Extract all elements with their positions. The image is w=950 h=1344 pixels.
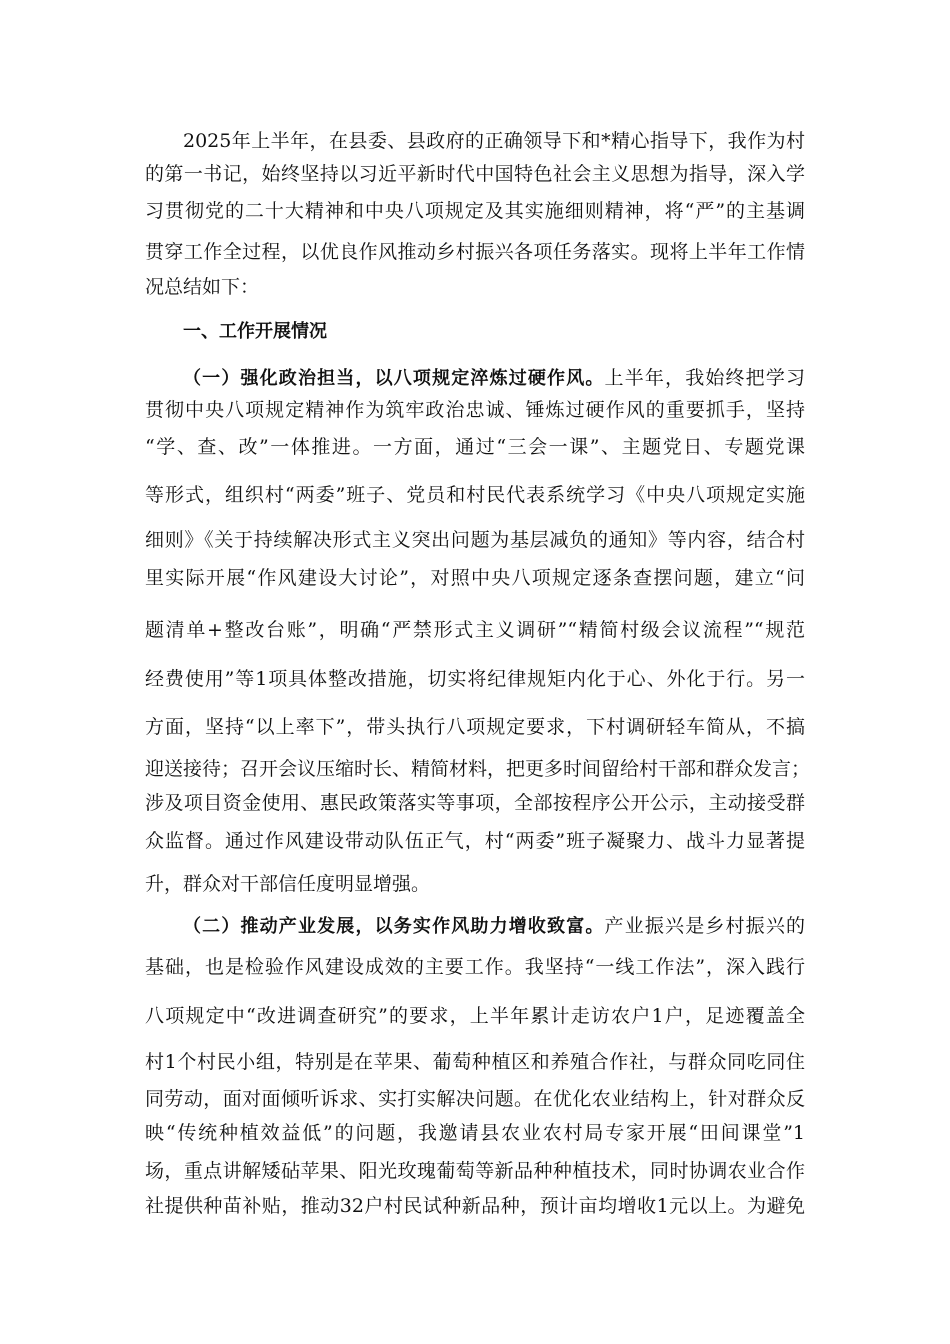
part1-first-line: [183, 366, 805, 391]
intro-line-3: 习贯彻党的二十大精神和中央八项规定及其实施细则精神，将“严”的主基调: [145, 200, 805, 222]
part1-line-4: 等形式，组织村“两委”班子、党员和村民代表系统学习《中央八项规定实施: [145, 484, 805, 506]
part1-line-11: 涉及项目资金使用、惠民政策落实等事项，全部按程序公开公示，主动接受群: [145, 792, 805, 814]
part2-line-5: 同劳动，面对面倾听诉求、实打实解决问题。在优化农业结构上，针对群众反: [145, 1088, 805, 1110]
part1-line-9: 方面，坚持“以上率下”，带头执行八项规定要求，下村调研轻车简从，不搞: [145, 716, 805, 738]
section-heading: 一、工作开展情况: [183, 321, 327, 342]
intro-line-2: 的第一书记，始终坚持以习近平新时代中国特色社会主义思想为指导，深入学: [145, 163, 805, 185]
part1-line-8: 经费使用”等1项具体整改措施，切实将纪律规矩内化于心、外化于行。另一: [145, 668, 805, 690]
part2-line-7: 场，重点讲解矮砧苹果、阳光玫瑰葡萄等新品种种植技术，同时协调农业合作: [145, 1160, 805, 1182]
part1-line-6: 里实际开展“作风建设大讨论”，对照中央八项规定逐条查摆问题，建立“问: [145, 567, 805, 589]
intro-line-1: 2025年上半年，在县委、县政府的正确领导下和*精心指导下，我作为村: [183, 130, 805, 152]
part2-line-2: 基础，也是检验作风建设成效的主要工作。我坚持“一线工作法”，深入践行: [145, 956, 805, 978]
part1-line-5: 细则》《关于持续解决形式主义突出问题为基层减负的通知》等内容，结合村: [145, 529, 805, 551]
part2-first-line-rest: 产业振兴是乡村振兴的: [604, 915, 805, 937]
part2-first-line: [183, 914, 805, 939]
part2-line-8: 社提供种苗补贴，推动32户村民试种新品种，预计亩均增收1元以上。为避免: [145, 1195, 805, 1217]
part1-line-3: “学、查、改”一体推进。一方面，通过“三会一课”、主题党日、专题党课: [145, 436, 805, 458]
part2-line-4: 村1个村民小组，特别是在苹果、葡萄种植区和养殖合作社，与群众同吃同住: [145, 1051, 805, 1073]
part1-title: （一）强化政治担当，以八项规定淬炼过硬作风。: [183, 368, 605, 389]
part2-title: （二）推动产业发展，以务实作风助力增收致富。: [183, 916, 605, 937]
part2-line-3: 八项规定中“改进调查研究”的要求，上半年累计走访农户1户，足迹覆盖全: [145, 1005, 805, 1027]
intro-line-5: 况总结如下：: [145, 276, 260, 298]
part2-line-6: 映“传统种植效益低”的问题，我邀请县农业农村局专家开展“田间课堂”1: [145, 1122, 805, 1144]
part1-first-line-rest: 上半年，我始终把学习: [604, 367, 805, 389]
part1-line-12: 众监督。通过作风建设带动队伍正气，村“两委”班子凝聚力、战斗力显著提: [145, 830, 805, 852]
part1-line-13: 升，群众对干部信任度明显增强。: [145, 873, 431, 895]
intro-line-4: 贯穿工作全过程，以优良作风推动乡村振兴各项任务落实。现将上半年工作情: [145, 241, 805, 263]
part1-line-7: 题清单+整改台账”，明确“严禁形式主义调研”“精简村级会议流程”“规范: [145, 619, 805, 641]
part1-line-2: 贯彻中央八项规定精神作为筑牢政治忠诚、锤炼过硬作风的重要抓手，坚持: [145, 399, 805, 421]
part1-line-10: 迎送接待；召开会议压缩时长、精简材料，把更多时间留给村干部和群众发言；: [145, 758, 811, 780]
